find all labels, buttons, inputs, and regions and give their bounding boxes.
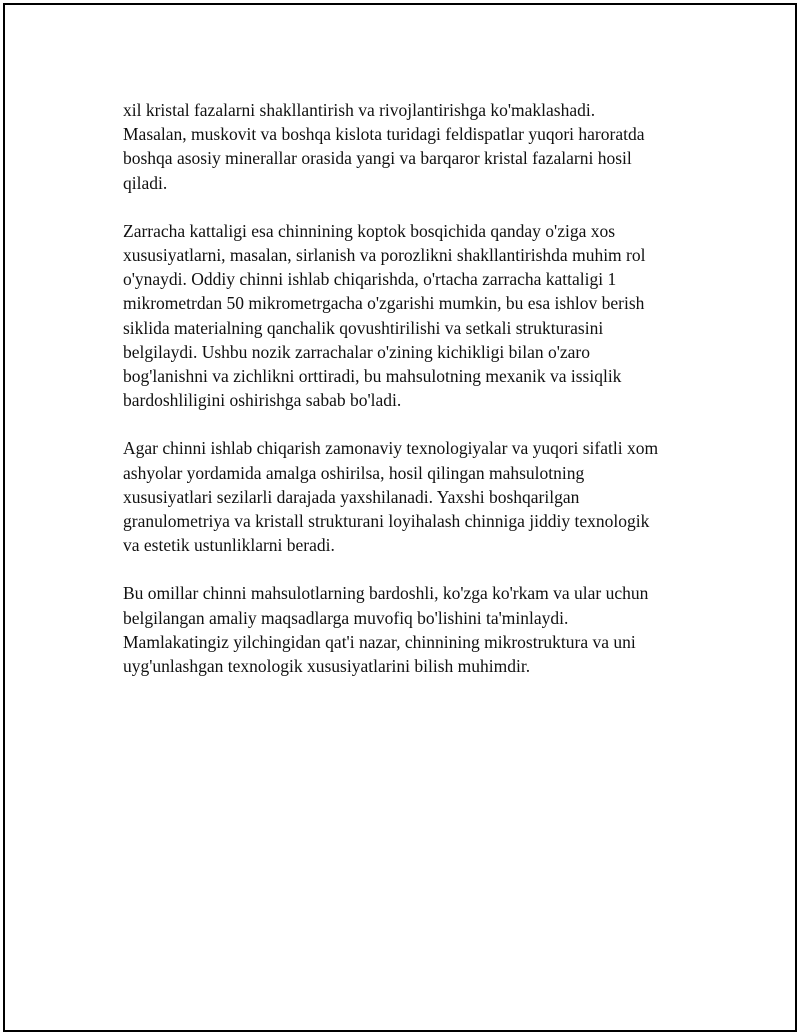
text-line: Agar chinni ishlab chiqarish zamonaviy texnologiyalar va yuqori sifatli xom <box>123 438 659 459</box>
text-line: mikrometrdan 50 mikrometrgacha o'zgarishi mumkin, bu esa ishlov berish <box>123 293 645 314</box>
text-line: boshqa asosiy minerallar orasida yangi va barqaror kristal fazalarni hosil <box>123 148 632 169</box>
text-line: xil kristal fazalarni shakllantirish va rivojlantirishga ko'maklashadi. <box>123 100 596 120</box>
text-line: o'ynaydi. Oddiy chinni ishlab chiqarishda, o'rtacha zarracha kattaligi 1 <box>123 269 617 290</box>
page-frame <box>3 3 797 1032</box>
text-line: Masalan, muskovit va boshqa kislota turidagi feldispatlar yuqori haroratda <box>123 124 645 145</box>
paragraph-2 <box>123 219 703 413</box>
text-line: qiladi. <box>123 172 168 193</box>
text-line: siklida materialning qanchalik qovushtirilishi va setkali strukturasini <box>123 317 604 338</box>
text-line: xususiyatlarni, masalan, sirlanish va porozlikni shakllantirishda muhim rol <box>123 245 646 266</box>
paragraph-4 <box>123 581 703 678</box>
text-line: granulometriya va kristall strukturani loyihalash chinniga jiddiy texnologik <box>123 511 650 532</box>
text-line: bardoshliligini oshirishga sabab bo'ladi. <box>123 390 402 411</box>
paragraph-1 <box>123 98 703 195</box>
paragraph-3 <box>123 436 703 557</box>
text-line: Bu omillar chinni mahsulotlarning bardoshli, ko'zga ko'rkam va ular uchun <box>123 583 649 604</box>
text-line: Zarracha kattaligi esa chinnining koptok bosqichida qanday o'ziga xos <box>123 220 616 241</box>
text-line: uyg'unlashgan texnologik xususiyatlarini bilish muhimdir. <box>123 656 531 677</box>
text-line: bog'lanishni va zichlikni orttiradi, bu mahsulotning mexanik va issiqlik <box>123 366 622 387</box>
text-line: Mamlakatingiz yilchingidan qat'i nazar, chinnining mikrostruktura va uni <box>123 631 636 652</box>
text-line: xususiyatlari sezilarli darajada yaxshilanadi. Yaxshi boshqarilgan <box>123 486 580 507</box>
text-line: va estetik ustunliklarni beradi. <box>123 535 335 556</box>
text-line: belgilangan amaliy maqsadlarga muvofiq bo'lishini ta'minlaydi. <box>123 607 569 628</box>
text-line: belgilaydi. Ushbu nozik zarrachalar o'zining kichikligi bilan o'zaro <box>123 341 590 362</box>
document-body <box>123 98 703 702</box>
text-line: ashyolar yordamida amalga oshirilsa, hosil qilingan mahsulotning <box>123 462 585 483</box>
